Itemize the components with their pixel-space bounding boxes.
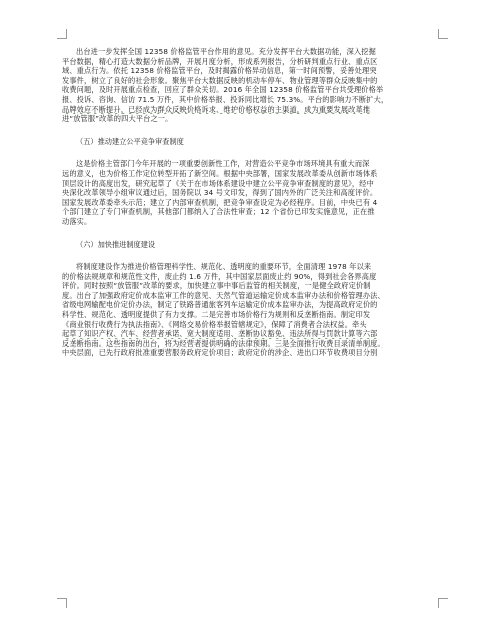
text-line: 报、投诉、咨询、信访 71.5 万件，其中价格举报、投诉同比增长 75.3%。平台的影响力不断扩大， [62,94,389,104]
text-line: 起草了知识产权、汽车、经营者承诺、宽大制度适用、垄断协议豁免、违法所得与罚款计算等六部 [62,329,378,339]
text-line: 域、重点行为。依托 12358 价格监管平台，及时揭露价格异动信息，第一时间预警，妥善处理突 [62,66,377,76]
text-line: 品牌效应不断提升，已经成为群众反映价格诉求、维护价格权益的主渠道，成为重要发展改革推 [62,104,371,114]
text-line: 反垄断指南。这些指南的出台，将为经营者提供明确的法律预期。三是全面推行收费目录清单制度。 [62,338,385,348]
text-line: 动落实。 [62,216,92,226]
text-line: 度。出台了加强政府定价成本监审工作的意见、天然气管道运输定价成本监审办法和价格管理办法、 [62,290,385,300]
text-line: 的价格法规规章和规范性文件，废止约 1.6 万件，其中国家层面废止约 90%，得到社会各界高度 [62,271,377,281]
text-line: 顶层设计的高度出发，研究起草了《关于在市场体系建设中建立公平竞争审查制度的意见》，经中 [62,178,374,188]
section-heading: （六）加快推进制度建设 [76,239,156,249]
text-line: 出台进一步发挥全国 12358 价格监管平台作用的意见。充分发挥平台大数据功能，深入挖掘 [76,47,376,56]
text-line: 平台数据，精心打造大数据分析品牌，开展月度分析，形成系列报告，分析研判重点行业、重点区 [62,56,378,66]
paragraph [62,159,424,226]
text-line: 央深化改革领导小组审议通过后，国务院以 34 号文印发，得到了国内外的广泛关注和高度评价。 [62,188,378,198]
margin-corner-mark [438,598,448,608]
document-body[interactable] [62,47,424,358]
margin-corner-mark [57,29,67,39]
text-line: 科学性、规范化、透明度提供了有力支撑。二是完善市场价格行为规则和反垄断指南。制定印发 [62,310,371,320]
text-line: 国家发展改革委牵头示范；建立了内部审查机制，把竞争审查设定为必经程序。目前，中央已有 4 [62,197,378,207]
paragraph [62,47,424,124]
section-heading: （五）推动建立公平竞争审查制度 [76,136,184,146]
text-line: 中央层面，已先行政府批准重要营服务政府定价项目；政府定价的涉企、进出口环节收费项目分别 [62,348,378,358]
margin-corner-mark [57,598,67,608]
paragraph [62,262,424,358]
text-line: 将制度建设作为推进价格管理科学性、规范化、透明度的重要环节，全面清理 1978 年以来 [76,262,372,272]
text-line: 这是价格主管部门今年开展的一项重要创新性工作，对营造公平竞争市场环境具有重大而深 [76,159,370,169]
text-line: 远的意义，也为价格工作定位转型开拓了新空间。根据中央部署，国家发展改革委从创新市场体系 [62,168,378,178]
text-line: 收费问题，及时开展重点检查，回应了群众关切。2016 年全国 12358 价格监管平台共受理价格举 [62,85,384,95]
text-line: 评价。同时按照“放管服”改革的要求，加快建立事中事后监管的相关制度，一是健全政府定价制 [62,281,371,291]
text-line: 省级电网输配电价定价办法，制定了铁路普通旅客列车运输定价成本监审办法，为提高政府定价的 [62,300,378,310]
margin-corner-mark [438,29,448,39]
text-line: 发事件，树立了良好的社会形象。聚焦平台大数据反映的机动车停车、物业管理等群众反映集中的 [62,75,378,85]
text-line: 个部门建立了专门审查机制，其他部门都纳入了合法性审查；12 个省份已印发实施意见，正在推 [62,207,375,217]
text-line: 《商业银行收费行为执法指南》、《网络交易价格举报管辖规定》，保障了消费者合法权益。牵头 [62,319,367,329]
text-line: 进“放管服”改革的四大平台之一。 [62,114,173,124]
